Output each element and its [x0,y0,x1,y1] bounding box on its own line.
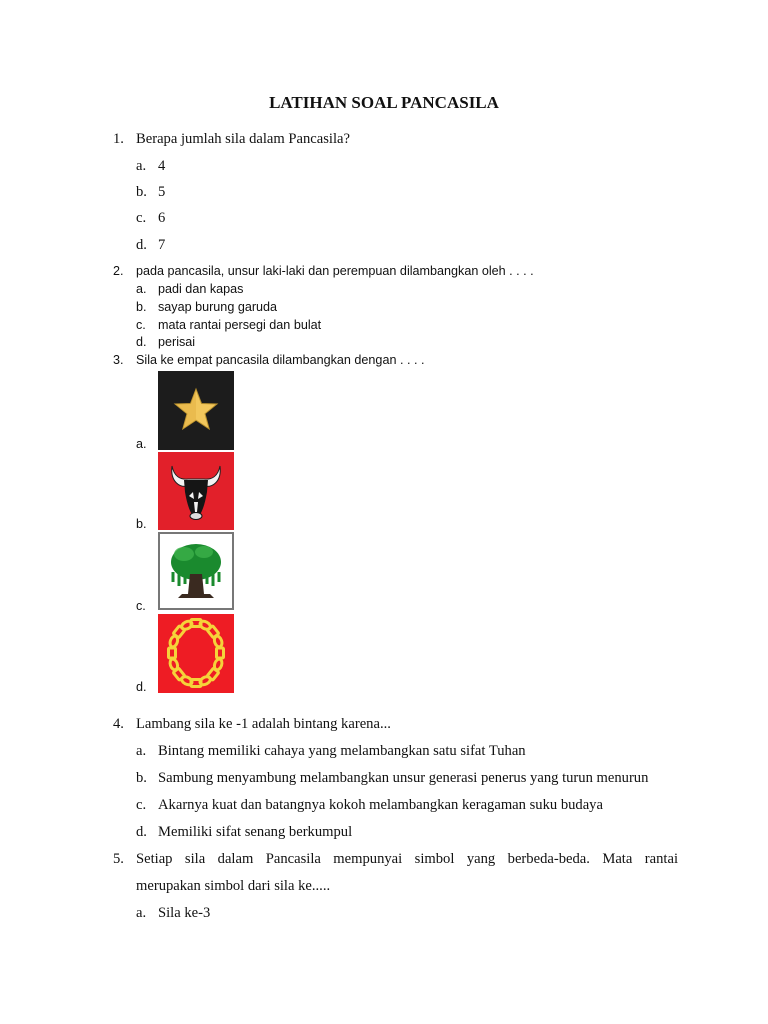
q1-option-c-text: 6 [158,210,166,226]
question-2-number: 2. [113,264,124,278]
q4-option-d-text: Memiliki sifat senang berkumpul [158,824,353,840]
q2-option-b-letter: b. [136,300,147,314]
q1-option-d-text: 7 [158,237,166,253]
question-3-text: Sila ke empat pancasila dilambangkan dengan . . . . [136,353,425,367]
q1-option-b-text: 5 [158,184,166,200]
q4-option-d-letter: d. [136,824,147,840]
q1-option-a-text: 4 [158,158,166,174]
q2-option-d-text: perisai [158,335,196,349]
q1-option-c-letter: c. [136,210,147,226]
question-1-text: Berapa jumlah sila dalam Pancasila? [136,131,350,147]
q1-option-b-letter: b. [136,184,147,200]
question-3-number: 3. [113,353,124,367]
question-2-text: pada pancasila, unsur laki-laki dan perempuan dilambangkan oleh . . . . [136,264,534,278]
q4-option-c-text: Akarnya kuat dan batangnya kokoh melambangkan keragaman suku budaya [158,797,603,813]
q1-option-a-letter: a. [136,158,147,174]
q4-option-b-letter: b. [136,770,147,786]
chain-icon [158,614,234,693]
q3-option-a-letter: a. [136,437,147,451]
page-title: LATIHAN SOAL PANCASILA [269,93,499,112]
q2-option-c-letter: c. [136,318,146,332]
q2-option-b-text: sayap burung garuda [158,300,278,314]
q2-option-d-letter: d. [136,335,147,349]
banyan-tree-icon [158,532,234,610]
q3-option-b-letter: b. [136,517,147,531]
question-4-number: 4. [113,716,124,732]
q5-option-a-text: Sila ke-3 [158,905,211,921]
question-5-text-line-2: merupakan simbol dari sila ke..... [136,878,331,894]
star-icon [158,371,234,450]
question-5-text-line-1: Setiap sila dalam Pancasila mempunyai simbol yang berbeda-beda. Mata rantai [136,851,678,867]
question-4-text: Lambang sila ke -1 adalah bintang karena... [136,716,391,732]
q3-option-d-letter: d. [136,680,147,694]
q5-option-a-letter: a. [136,905,147,921]
q4-option-a-text: Bintang memiliki cahaya yang melambangkan satu sifat Tuhan [158,743,526,759]
q4-option-b-text: Sambung menyambung melambangkan unsur generasi penerus yang turun menurun [158,770,649,786]
q2-option-a-letter: a. [136,282,147,296]
q4-option-c-letter: c. [136,797,147,813]
q2-option-c-text: mata rantai persegi dan bulat [158,318,322,332]
q1-option-d-letter: d. [136,237,147,253]
question-5-number: 5. [113,851,124,867]
q3-option-c-letter: c. [136,599,146,613]
q4-option-a-letter: a. [136,743,147,759]
question-1-number: 1. [113,131,124,147]
q2-option-a-text: padi dan kapas [158,282,244,296]
bull-head-icon [158,452,234,530]
